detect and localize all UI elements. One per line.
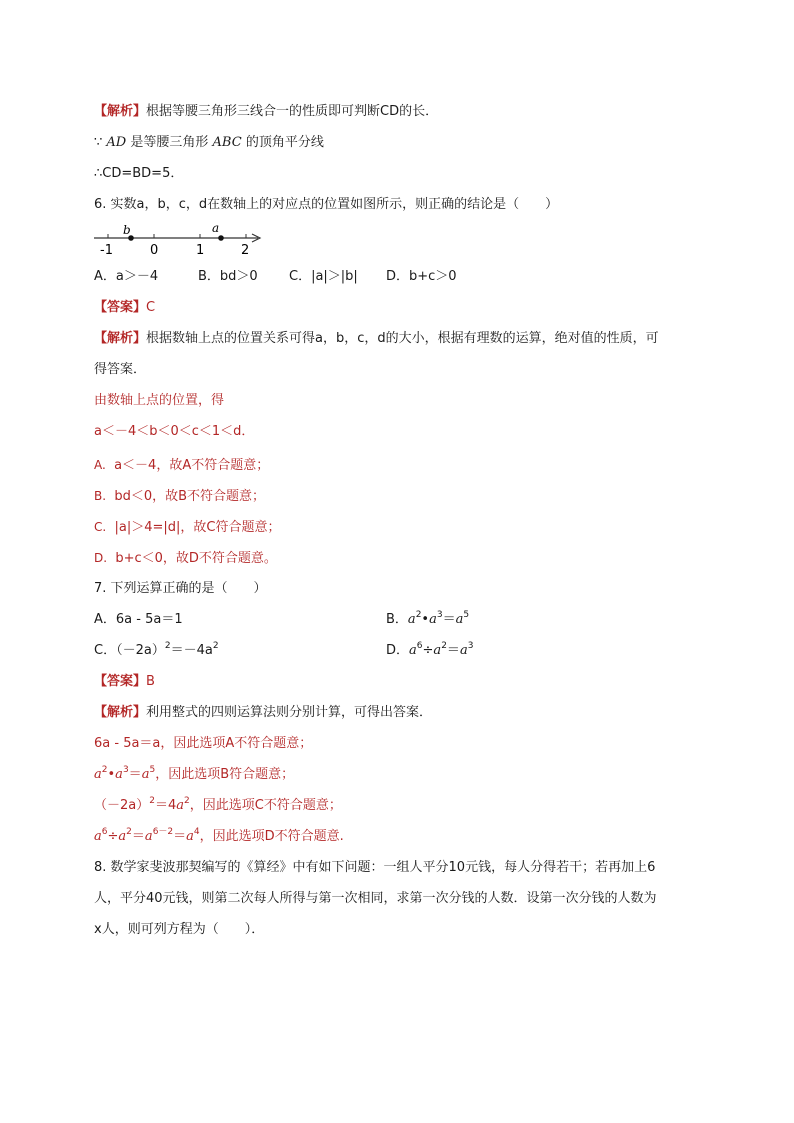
q6-analysis-line1: 【解析】根据数轴上点的位置关系可得a，b，c，d的大小，根据有理数的运算，绝对值的性质，可 (94, 331, 659, 346)
q6-answer: 【答案】C (94, 300, 156, 315)
q8-line3: x人，则可列方程为（ ）． (94, 922, 265, 937)
q7-analysis: 【解析】利用整式的四则运算法则分别计算，可得出答案． (94, 705, 433, 720)
q6-step-a: A. a＜－4，故A不符合题意； (94, 458, 270, 473)
q6-option-a: A．a＞－4 (94, 269, 159, 284)
q7-step3: $(-2a)^2=4a^2$，因此选项C不符合题意； (94, 795, 342, 813)
q6-option-c: C．|a|＞|b| (289, 269, 358, 284)
q6-analysis-line2: 得答案． (94, 362, 147, 377)
q7-option-d: D．$a^6\div a^2=a^3$ (386, 640, 474, 658)
tick-label: -1 (100, 243, 113, 258)
q5-analysis: 【解析】根据等腰三角形三线合一的性质即可判断CD的长． (94, 104, 439, 119)
number-line (90, 220, 270, 262)
q6-option-b: B．bd＞0 (198, 269, 258, 284)
point-a (218, 235, 224, 241)
q8-line1: 8. 数学家斐波那契编写的《算经》中有如下问题：一组人平分10元钱，每人分得若干；若再加上6 (94, 860, 656, 875)
q6-step-b: B. bd＜0，故B不符合题意； (94, 489, 266, 504)
point-b-label: b (123, 223, 131, 237)
q8-line2: 人，平分40元钱，则第二次每人所得与第一次相同，求第一次分钱的人数．设第一次分钱的人数为 (94, 891, 657, 906)
point-a-label: a (212, 221, 220, 235)
q7-step2: $a^2•a^3=a^5$，因此选项B符合题意； (94, 764, 295, 782)
q5-therefore-line: ∴CD=BD=5． (94, 166, 184, 181)
q7-step4: $a^6\div a^2=a^{6-2}=a^4$，因此选项D不符合题意. (94, 826, 344, 844)
q7-stem: 7. 下列运算正确的是（ ） (94, 581, 267, 596)
tick-label: 2 (241, 243, 250, 258)
q6-pos-line: 由数轴上点的位置，得 (94, 393, 225, 408)
q6-stem: 6. 实数a，b，c，d在数轴上的对应点的位置如图所示，则正确的结论是（ ） (94, 197, 559, 212)
analysis-tag: 【解析】 (94, 104, 147, 119)
q7-option-a: A．6a - 5a＝1 (94, 612, 183, 627)
q6-step-c: C. |a|＞4=|d|，故C符合题意； (94, 520, 281, 535)
q6-option-d: D．b+c＞0 (386, 269, 457, 284)
q6-order-line: a＜－4＜b＜0＜c＜1＜d． (94, 424, 255, 439)
q7-step1: 6a - 5a＝a，因此选项A不符合题意； (94, 736, 313, 751)
tick-label: 1 (196, 243, 205, 258)
q6-step-d: D. b+c＜0，故D不符合题意。 (94, 551, 277, 566)
q7-option-c: C．$(-2a)^2=-4a^2$ (94, 640, 219, 658)
tick-label: 0 (150, 243, 159, 258)
q5-because-line: ∵ AD 是等腰三角形 ABC 的顶角平分线 (94, 135, 324, 150)
q7-answer: 【答案】B (94, 674, 155, 689)
q7-option-b: B．$a^2•a^3=a^5$ (386, 609, 470, 627)
